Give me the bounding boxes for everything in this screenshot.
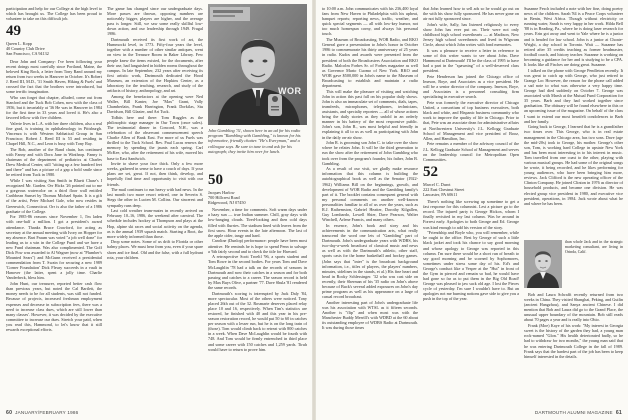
paragraph: November, a time for comments. Soft warm days under a hazy sun — true Indian summer. Chill, gray days with low-hanging clouds. Tired-looking and then cold days filled with flurries. The stadium lined with leaves from the first snow. Hour events in the late afternoon. The last of the apple cider, tangy and hard.: [208, 207, 307, 238]
portrait-image: [524, 240, 562, 288]
paragraph: participation and help for our College at the high level to which has brought us. The College has been proud to volunteer to take on this difficult job.: [6, 6, 102, 22]
address-line: Lancaster, PA 60611: [423, 191, 458, 197]
address-line: 222 East Chestnut Street: [423, 186, 465, 192]
class-number: 50: [208, 172, 223, 188]
paragraph: Dear John and Company: I've been following your recent doings most carefully since Portland, Maine, the beloved King Rock, a letter from Tony Rand around my return from two weeks in Hanover in October. It's Robert J. Reed III, M.D., '31 Smith Haven, Hiking & Fuels' and crossed the fact that the brothers were introduced, but some terrific imagination.: [6, 58, 102, 95]
paragraph: Another interesting part of John's undergraduate life was his association with WTSL as it fifteen seconds. Another is "flip" and when most was with the Manchester Buddy Merrill's with WDBD at the 60 about its outstanding employee of WDBS Radio at Dartmouth. It was during those times: [322, 299, 418, 331]
paragraph: The mail continues to run heavy with bad news. In the last month two more resort retired, one in Severin S. Stegs the other in Lucien M. Collins. Our sincerest and sympathy runs deep.: [107, 187, 203, 208]
paragraph: Drop some notes. Some of us drift to Florida or other balmy places. We must hear from you, even if your spare shoes and ice final. Old and the false, with a full hydrant rota, your children.: [107, 239, 203, 260]
left-col-3: [208, 170, 307, 406]
right-col-3-wrap: [565, 240, 623, 290]
paragraph: Who can forget that chapter, alluded, come out from Stanford and the Tuck Bob Cohen, now with the class of 1956, but it invariably at '36 He was in Hanover in 1984 for the first time in 33 years and loved it. He's also a favored fellow with five children.: [6, 94, 102, 121]
paragraph: Dartmouth's scoring is interrupted by Jack Daly '84, more spectacular. Most of the others were noticed. Tony placed 26th out of the 32. Rosmarie deserves placed relay place 10 and 16, respectively. When Tim's statistics are restored, he finished with 40 and this year in his pre-season restoration record, he would put 50 to 60 in catches per season with a lesser run, but he is on the long train of (those). Tom would climb back to retreat with 800 catches in a week. When Dave McLaughlin would be fourth with 748. And Tom would be firmly entrenched in third place and some career with 150 catches and 1,259 yards. Tiruh would have to return to prove him.: [208, 290, 307, 352]
paragraph: Pete remains a member of the advisory council of the J.L. Kellogg Graduate School of Management and serves on the leadership council for Metropolitan Open Communities.: [423, 141, 519, 162]
jack-clifford-photo: [524, 240, 562, 288]
paragraph: Bob and Laura Schrafft recently returned from two weeks in China. They visited Shanghai, Peking, and Guilin (ancient Hangzhou), and Sanya ancient Chinese. I did mention that Bob and Laura did go to the Grand Place, the unusual upper boundary of the mountain. Bob still reads about 70 pages a year and is really into Ohio.: [524, 292, 623, 323]
class-number: 49: [6, 23, 21, 40]
address-line: 700 Hillcrest Road: [208, 195, 240, 201]
paragraph: In essence, John's book and story and his achievements in the communication arts, what really transcend the word one lets of "Gambling" part of Dartmouth. John's undergraduate years with WDBS, his two-day-a-week broadcast of classical music and news as well as with the Dartmouth's athletic, other staff, sports casts for the home basketball and hockey games. (John says that "inter" is the broadcast background information, i.e., titles of players, the players' numbers, minutes, sidelines in the stands, et al.) His fine heart and head in Rocky Schlessinger. '32 who was cast side on recently, their Sherman of his '35 radio on John's above because of Buck's several added exposures on John's day prime program as well as his appearance on a large of casual record broadcast.: [322, 222, 418, 300]
correspondent-address: [423, 182, 519, 197]
page-number: 60: [6, 410, 13, 416]
paragraph: Dartmouth received its first work of art, the Hummocki level, in 1773. Fifty-four years the level, together with a number of other similar antiques, went on view in the Treasure Room in Baker Library. Few people knew the items existed, for the documents, after their use, had languished in hidden rooms throughout the campus. In late September, 232 years after receiving its first artistic work, Dartmouth dedicated the Hood Museum, an extension of the Hopkins Center, as a laboratory for the teaching, research, and study of the artifacts of history, anthropology, and art.: [107, 37, 203, 94]
address-line: Marcel C. Durot: [423, 181, 451, 187]
page-folio-right: [535, 410, 622, 416]
correspondent-address: [6, 41, 102, 56]
left-col-2: [107, 6, 203, 408]
paragraph: It was a pleasure to receive a letter in reference to some of this writer wants to see about John. Dave Hammond at Dartmouth! I'll be the class of 1995 to have had a part in the "spawning" of a well-deserved class president.: [423, 47, 519, 74]
paragraph: As a result of our visit, we gladly make resource information that this column is building the autobiographical book as well as the Senator (1922-1962) Williams Bill on the beginnings, growth, and development of WOR Radio and the Gambling family's part of it. The booklet contains consequent general with my personal comments on another well-known personalities familiar to all of us over the years, such as R.J. Rathemston, Gabriel Heatter, Dorothy Kilgallen, Guy Lombardo, Lowell Shier, Dave Pearson, Walter Winchell, Arlene Francis, and many others.: [322, 166, 418, 223]
paragraph: There's nothing like screwing up sometime to get a fast response for this columnist. Lest a picture go to the record. The injured party is George Hickox, whom I finally revisited in my last column. Was he around in Forrest early. Apologies to both George and Ed. George was kind enough to add his version of the story.: [423, 199, 519, 230]
paragraph: Suzanne Fesch included a note with her fine, doing poetry news of the children. Sarah '84 is a Peace Corps volunteer in Benin, West Africa. Though without electricity or running water, Sarah is very happy in her work. Hilda Bell '88 is in Reading, Pa., where he is doing laser research for years. Erin got away and went to Yale where he is a junior and is headed for law school. John is a junior at Choate-Wright, a day school in Toronto. Wait — Suzanne has retired after 35 credits teaching as former headmaster, football coach, and history teacher. Suzanne is working on becoming a guidance for her and is studying to be a CPA. It looks like all Fisches are doing great. Suzanne.: [524, 6, 623, 68]
address-line: Jacques Harlow: [208, 190, 235, 195]
right-col-3-bottom: [524, 292, 623, 406]
paragraph: The Bob, another of the Rand chain, has continued with Fanny and with Dora Jane in Winthrop. Fanny is chairman of the department of pediatrics at Charles Drew Medical Center, still "sitting up a few hundred feet and there" and has a picture of a gap a bold smile since he retired from Tuck in 1980.: [6, 146, 102, 178]
left-col-1: [6, 6, 102, 408]
paragraph: Caroline (Dunlop) performance: people have been most attentive. He reminds he is hope to spend Penn to salvage a '6th fairly second and to check the title for Harvard.: [208, 238, 307, 254]
issue-date: JANUARY/FEBRUARY 1986: [15, 410, 79, 415]
paragraph: Invite to shave your face thick. Only a few more weeks, gathered in sense to have a couch of days. If your plans are set, great. If not, then think, develop, and hopefully find time and opportunity to visit with our friends.: [107, 161, 203, 187]
paragraph: Frank (Moe) Kaye of his work: "My interest in Georgia sweet is the history of the garden they had, a young man rock-named "Glon." His health deteriorated badly, so he had to withdraw for two months," the young man said that he was entering Dartmouth College in the fall of 1989. Frank says that the hardest part of the job has been to keep himself interested in the details.: [524, 323, 623, 359]
paragraph: to 10:00 a.m. John communicates with his 236,400 loyal fans from New Haven to Philadelphia with his upbeat, banquet reports; reporting news, traffic, weather, and quick special segments — all with low-key humor, not too much homespun corny, and always his personal touch.: [322, 6, 418, 37]
paragraph: This will make the pleasure of visiting and watching John in action this past fall on his popular daily shows. John is also an immaculate set of comments, dials, tapes, teamfeeds, microphones, telephones, technicians, assistants, and specialty reporters — all of whose actions bring the daily stories as they unfold in an orderly manner in his battery of the most responsive public. John's son, John R., was most helpful and friendly in explaining it all to us as well as participating with John in the daily on-air show.: [322, 88, 418, 140]
paragraph: Tidbits here and there: Tom Ruggles as the philosophic stage manager in Our Town (once sales). The testimonial dinner in Concord, N.H., was a celebration of the observant commencement speech Charlie Allen of Bank East. For more of us Fuels was thrilled to the Tuck School. Rev. Paul Lucas renews the memory by spending the jaunts each spring. Carl McKee, who, after the retirement of his wife, moved his base to East Sandwich.: [107, 114, 203, 161]
address-line: 40 Country Club Drive: [6, 46, 45, 52]
paragraph: "Friendship and Boyle who, you will remember, while he ought to the office. Best by George of such a little black jacket and took his chance to say good morning and whose apology to George was reported in this column. I'm sure there would be a short run of breath to say good morning and be scorned by Sophomores, sometimes under stress some day of his. Ed's and George's conduct like a Vesper at the "Hut" in front of the Gym in pierced and remain so bad, he would have had gone so far as to put them in the Big Old Road! George was pleased to jaw sack old age. I lost the Pieces cycle of yesterday. I'm sure I wouldn't have to. But an apologies not me burning notions gave side to give you a push in the top of the year.: [423, 230, 519, 302]
class-number: 52: [423, 163, 438, 180]
address-line: San Francisco, CA 94132: [6, 51, 49, 57]
paragraph: While I was visiting San Smith in Bluett Chase's I recognized Mr. Garden. Orr Hicks '26 pointed out to me a gorgeous watercolor on a third floor wall entitled Caribbean Sunset by Thomas Michael Spain. It is a gift of the artist, Peter Michael Gale, who now resides in Greenwich, Connecticut. Orr is also the father of a 1986 graduate of the College.: [6, 178, 102, 214]
paragraph: Last cold weather team-mates in recently arrived on February 10–16, 1986, the weekend after carnival. The schedule includes hockey at Thompson and plays at the Hop, alpine ski races and social activity on the agenda, as is the annual 1939 squash match. Starting a Boot, the more widely informed than those.: [107, 208, 203, 239]
paragraph: The Museum of Broadcasting, WOR Radio, and RKO General gave a presentation to John's honor in October 1986 to commemorate his thirty anniversary of 25 years in radio. Kudos and awards were presented from the president of both the Broadcasters Association and RKO Radio. Malcolm Forbes Sr. of Forbes magazine as well as Governor Mario Cuomo of New York. RKO and WOR gave $500,000 in John's name to the Museum of Broadcasting to establish and maintain a radio department.: [322, 37, 418, 88]
right-col-1: [322, 6, 418, 408]
left-page: [0, 0, 312, 420]
address-line: Queen L. Kopp: [6, 41, 32, 47]
right-col-3-top: [524, 6, 623, 238]
page-number: 61: [615, 410, 622, 416]
paragraph: Pete Henderson has joined the Chicago office of Imeson, Boye, and Associates as a vice president. He will be a senior director of the company. Imeson, Boye, and Associates is a personnel consulting firm specializing in executive search.: [423, 74, 519, 100]
right-page: [316, 0, 628, 420]
photo-caption: John Gambling '31, shown here in an ad for his radio program "Rambling with Gambling," is known for his informative, friendly chatter. "He's Everyman," and a colleague says. Be sure to tune in and ask for his autograph; they invite him over for lunch.: [208, 128, 301, 154]
station-logo: WOR: [278, 86, 302, 96]
paragraph: John Hunt, our treasurer, reported better cash flow than previous years, but noted the Cal Bartlett, the money needs to be for all students, was still not funded. Because of projects, increased freshman employment expenses and decrease in subscription fees, there was a need to increase class dues, which are still lower than many classes'. However, it was decided by the executive committee to increase our dues. Stretch your paid, when you read this, Hammond, to let's know that it still rewards exceptional efforts.: [6, 281, 102, 332]
paragraph: Pete was formerly the executive director of Chicago United, a consortium of top business executives, both black and white, and Hispanic business community who work to improve the quality of life in Chicago. Prior to that, Pete was an associate dean for administrative affairs at Northwestern University's J.L. Kellogg Graduate School of Management and vice president of Booz, Allen, and Hamilton, Inc.: [423, 100, 519, 141]
paragraph: than whole Jack and in the strategic marketing consultant, are living in Orinda, Calif.: [565, 240, 623, 254]
paragraph: John R. is grooming son John C. to take over the show where he relates John. It will be the third generation to run the show after the retirement of John Gambling who took over from the program's founder, his father, John B. Gambling.: [322, 140, 418, 166]
paragraph: John's wife, Sally, has listened religiously to every show John has ever put on. Their were not only childhood high school sweethearts — at Madison, New Jersey high school sweethearts and lived in Wigwam Circle, about which John writes with fond memories.: [423, 21, 519, 48]
correspondent-address: [208, 190, 307, 205]
paragraph: The game has changed since our undergraduate days. More passes are thrown, opposing numbers are noticeably bigger, players are higher, and the average pass is longer. Still, we saw some really skillful low-down action, and our leadership through 1949. Frugal 1986.: [107, 6, 203, 37]
paragraph: For 1985-86 reasons since November 1, I'm laden with one-half a million. I got a president's award attendance. Thanks Bruce Crawford, for acting as secretary at the annual meeting with Ivory on Hopper for my absence. Bart Fraum was voted "a job well done" for leading us to a win in the College Fund and we have a new Fund chairman. Was also complimented. The Golf Dick Pow was awarded to Al Wagner (now at "Plumber's Mounted Sears") and McGunn received a presidential commendation from T. Swain for securing a new 1989 'Corner Foundation' Dick Fleury succeeds in a vault in Hanover (the latter, spent a jolly time. Charlie Vanderbeck, bless him.: [6, 214, 102, 281]
paragraph: that John learned how to sell ads so he would go out on the with his show fully sponsored. He has never gone on air not fully sponsored since.: [423, 6, 519, 22]
paragraph: I talked on the phone with George Pendleton recently. It was great to catch up with George, who just retired to Grange Loc However, the reason for the phone call added a sad note to what was otherwise a very happy time. George had died suddenly on October 7. George was associated with Marsh at the Mutual Fund Corporation for 35 years. Barb and they had worked together since graduation. The obituary will be found elsewhere in this or an upcoming issue of the magazine. On behalf of the class I want to extend our most heartfelt condolences to Barb and her family.: [524, 67, 623, 124]
magazine-name: DARTMOUTH ALUMNI MAGAZINE: [534, 410, 613, 415]
paragraph: Valerie lives in L.A. with her three children, also a real fine grad, is training in ophthalmology in Pittsburgh. Vincenza is with Western Sabbatical Group in San Francisco; Robert J. Reed III is 53 and residing in Chapel Hill, N.C., and Leon is busy with Tony Ray.: [6, 120, 102, 147]
john-gambling-photo: [208, 4, 307, 125]
paragraph: Among the benefactors at the opening were Ned Waller, Bill Kanter, Joe "Max" Grant, Vally Chamberlain, Frank Harrington, Frank Dorkilas, Stu Davidson, Bill Glazier, and Art Tuck.: [107, 93, 203, 115]
paragraph: A retrospective Scott Troeltl '96, a sports student and Tom Rowe in the second bodies. For years Tom and Dave McLaughlin '78 had a talk on the records of seasons in Dartmouth and now their catches in a season and for both passing and catches to a career. The season record is held by Max Buys Olive, a partner '77. Dave Shula '81 rendered the same records.: [208, 254, 307, 290]
paragraph: Going back to George, I learned that he is a grandfather two times over. This George, who is in real estate management in the Chicago area, has two sons. Dave (age the mid-20s) took to George, his mother. George's other son, Tom, is working hard College in upstate New York and has been most interesting in to his interest in music. Tom travelled from one coast to the other, playing with various musical groups. He had some of the original songs he wrote, it being recorded, and he likes performing for young audiences, who have been bringing him more, reviews. Jack Clifford is the new operating officer of the Clinton Company. He joined Clinton in 1976 as director of household products, and became one division. He was elected group vice president in 1980, and executive vice president, operations, in 1984. Jack wrote about what he and where he has been.: [524, 124, 623, 206]
portrait-image: [208, 4, 307, 125]
right-col-2: [423, 6, 519, 408]
page-folio-left: [6, 410, 78, 416]
address-line: Ridgewood, NJ 07450: [208, 200, 246, 206]
